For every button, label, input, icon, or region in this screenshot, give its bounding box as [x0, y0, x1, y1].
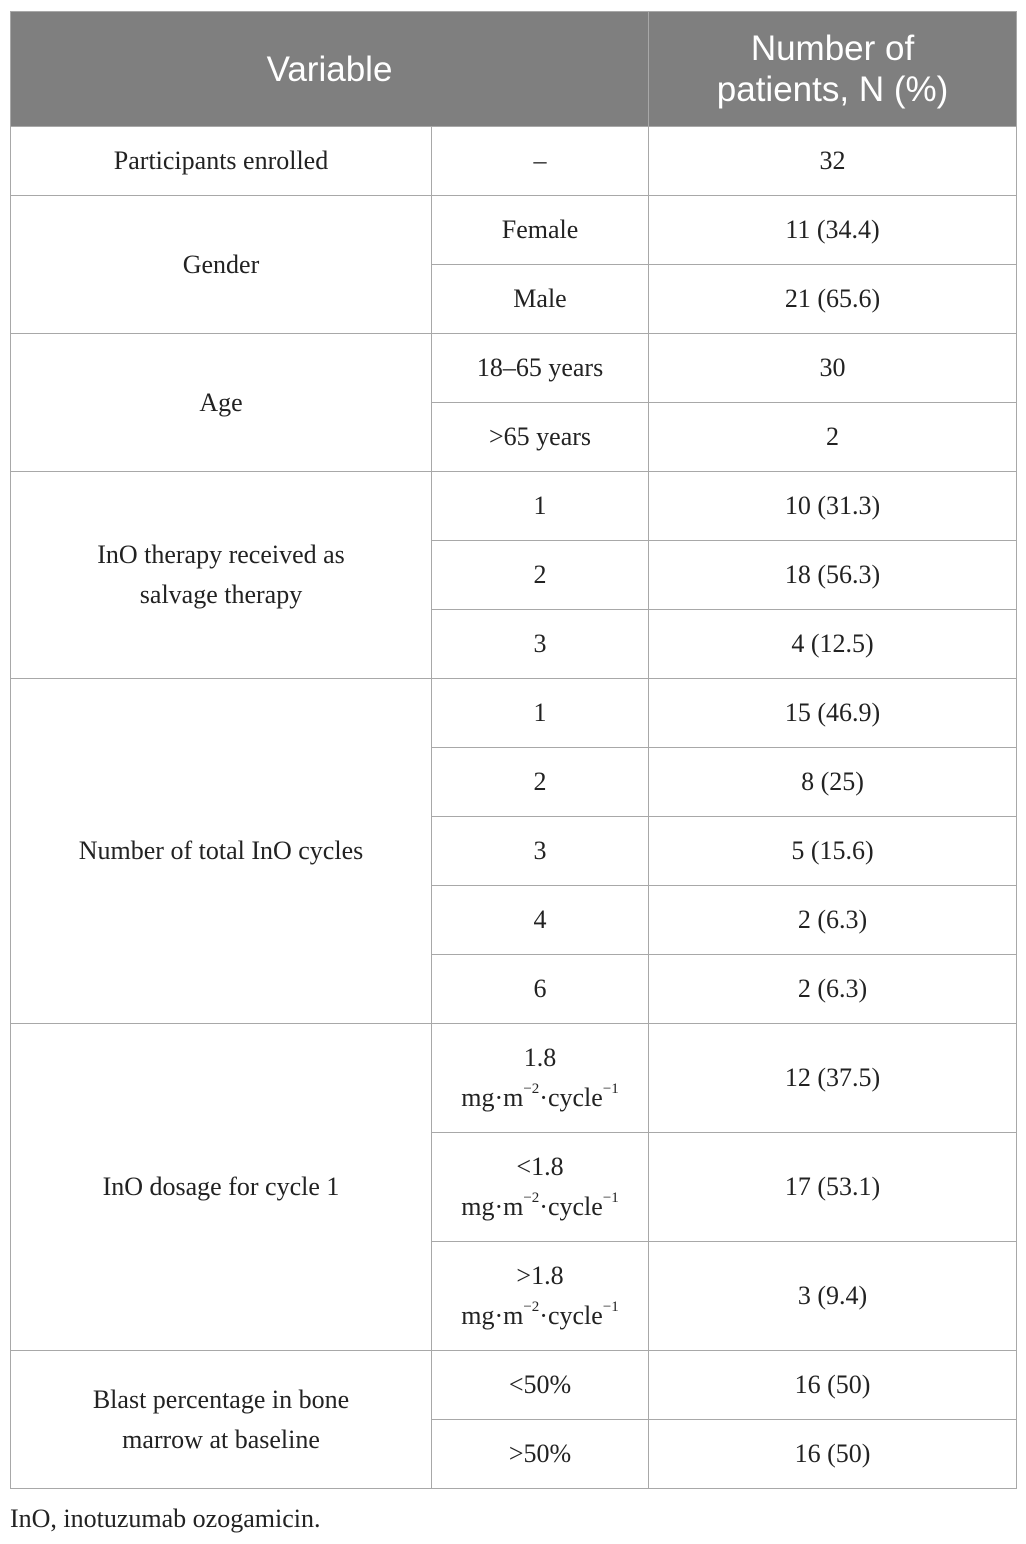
- category-label: >50%: [508, 1439, 572, 1468]
- variable-cell: [11, 679, 432, 1024]
- category-label: 4: [533, 905, 547, 934]
- value-cell: 2 (6.3): [649, 886, 1017, 955]
- unit-exp-cycle: −1: [602, 1081, 619, 1098]
- unit-mg-m: mg·m: [461, 1192, 524, 1221]
- table-header-row: [11, 12, 1017, 127]
- unit-cycle: ·cycle: [539, 1192, 603, 1221]
- table-row: [11, 196, 1017, 265]
- value-cell: 16 (50): [649, 1420, 1017, 1489]
- category-cell: [432, 334, 649, 403]
- table-body: [11, 127, 1017, 1489]
- table-row: [11, 679, 1017, 748]
- table-row: [11, 1024, 1017, 1133]
- value-cell: 5 (15.6): [649, 817, 1017, 886]
- category-cell: [432, 472, 649, 541]
- value-cell: 2: [649, 403, 1017, 472]
- patient-characteristics-table: [10, 11, 1017, 1489]
- category-label: 1: [533, 698, 547, 727]
- unit-exp-m: −2: [523, 1081, 540, 1098]
- category-cell: [432, 955, 649, 1024]
- header-number-of-patients: [649, 12, 1017, 127]
- category-cell: [432, 1420, 649, 1489]
- category-label: <1.8: [516, 1152, 564, 1181]
- unit-mg-m: mg·m: [461, 1301, 524, 1330]
- category-label: 1.8: [523, 1043, 557, 1072]
- category-cell: [432, 1133, 649, 1242]
- variable-label: Gender: [182, 249, 260, 279]
- header-number-of-patients-text: Number of patients, N (%): [716, 29, 949, 109]
- category-cell: [432, 1024, 649, 1133]
- category-cell: [432, 679, 649, 748]
- category-cell: [432, 196, 649, 265]
- category-label: 2: [533, 767, 547, 796]
- variable-cell: [11, 1024, 432, 1351]
- category-label: Female: [501, 215, 579, 244]
- dosage-unit: [461, 1301, 619, 1330]
- unit-cycle: ·cycle: [539, 1083, 603, 1112]
- category-label: 2: [533, 560, 547, 589]
- category-cell: [432, 886, 649, 955]
- header-variable: Variable: [11, 12, 649, 127]
- value-cell: 32: [649, 127, 1017, 196]
- category-label: Male: [513, 284, 567, 313]
- value-cell: 2 (6.3): [649, 955, 1017, 1024]
- variable-cell: [11, 196, 432, 334]
- variable-label: Age: [199, 387, 243, 417]
- value-cell: 12 (37.5): [649, 1024, 1017, 1133]
- variable-cell: [11, 472, 432, 679]
- value-cell: 18 (56.3): [649, 541, 1017, 610]
- category-label: –: [533, 146, 547, 175]
- category-cell: [432, 403, 649, 472]
- unit-mg-m: mg·m: [461, 1083, 524, 1112]
- variable-cell: [11, 334, 432, 472]
- variable-label: Participants enrolled: [113, 146, 329, 175]
- table-container: [10, 11, 1016, 1489]
- table-row: [11, 1351, 1017, 1420]
- unit-exp-m: −2: [523, 1190, 540, 1207]
- category-cell: [432, 127, 649, 196]
- value-cell: 16 (50): [649, 1351, 1017, 1420]
- category-label: 6: [533, 974, 547, 1003]
- category-cell: [432, 541, 649, 610]
- value-cell: 17 (53.1): [649, 1133, 1017, 1242]
- category-label: 1: [533, 491, 547, 520]
- category-label: 3: [533, 836, 547, 865]
- value-cell: 11 (34.4): [649, 196, 1017, 265]
- category-label: <50%: [508, 1370, 572, 1399]
- unit-exp-cycle: −1: [602, 1299, 619, 1316]
- table-row: [11, 334, 1017, 403]
- variable-label: Number of total InO cycles: [78, 836, 364, 865]
- unit-cycle: ·cycle: [539, 1301, 603, 1330]
- table-row: [11, 472, 1017, 541]
- variable-label: InO dosage for cycle 1: [102, 1172, 340, 1201]
- value-cell: 15 (46.9): [649, 679, 1017, 748]
- category-cell: [432, 1351, 649, 1420]
- variable-cell: [11, 1351, 432, 1489]
- value-cell: 4 (12.5): [649, 610, 1017, 679]
- category-cell: [432, 610, 649, 679]
- variable-label: Blast percentage in bone marrow at baseline: [92, 1384, 350, 1454]
- variable-cell: [11, 127, 432, 196]
- unit-exp-cycle: −1: [602, 1190, 619, 1207]
- value-cell: 3 (9.4): [649, 1242, 1017, 1351]
- table-footnote: InO, inotuzumab ozogamicin.: [10, 1504, 321, 1533]
- value-cell: 30: [649, 334, 1017, 403]
- value-cell: 21 (65.6): [649, 265, 1017, 334]
- dosage-unit: [461, 1083, 619, 1112]
- category-cell: [432, 1242, 649, 1351]
- value-cell: 8 (25): [649, 748, 1017, 817]
- category-label: 3: [533, 629, 547, 658]
- category-cell: [432, 817, 649, 886]
- category-label: >65 years: [488, 422, 592, 451]
- category-cell: [432, 265, 649, 334]
- category-label: >1.8: [516, 1261, 564, 1290]
- category-label: 18–65 years: [476, 353, 604, 382]
- unit-exp-m: −2: [523, 1299, 540, 1316]
- value-cell: 10 (31.3): [649, 472, 1017, 541]
- variable-label: InO therapy received as salvage therapy: [97, 540, 345, 609]
- dosage-unit: [461, 1192, 619, 1221]
- category-cell: [432, 748, 649, 817]
- table-row: [11, 127, 1017, 196]
